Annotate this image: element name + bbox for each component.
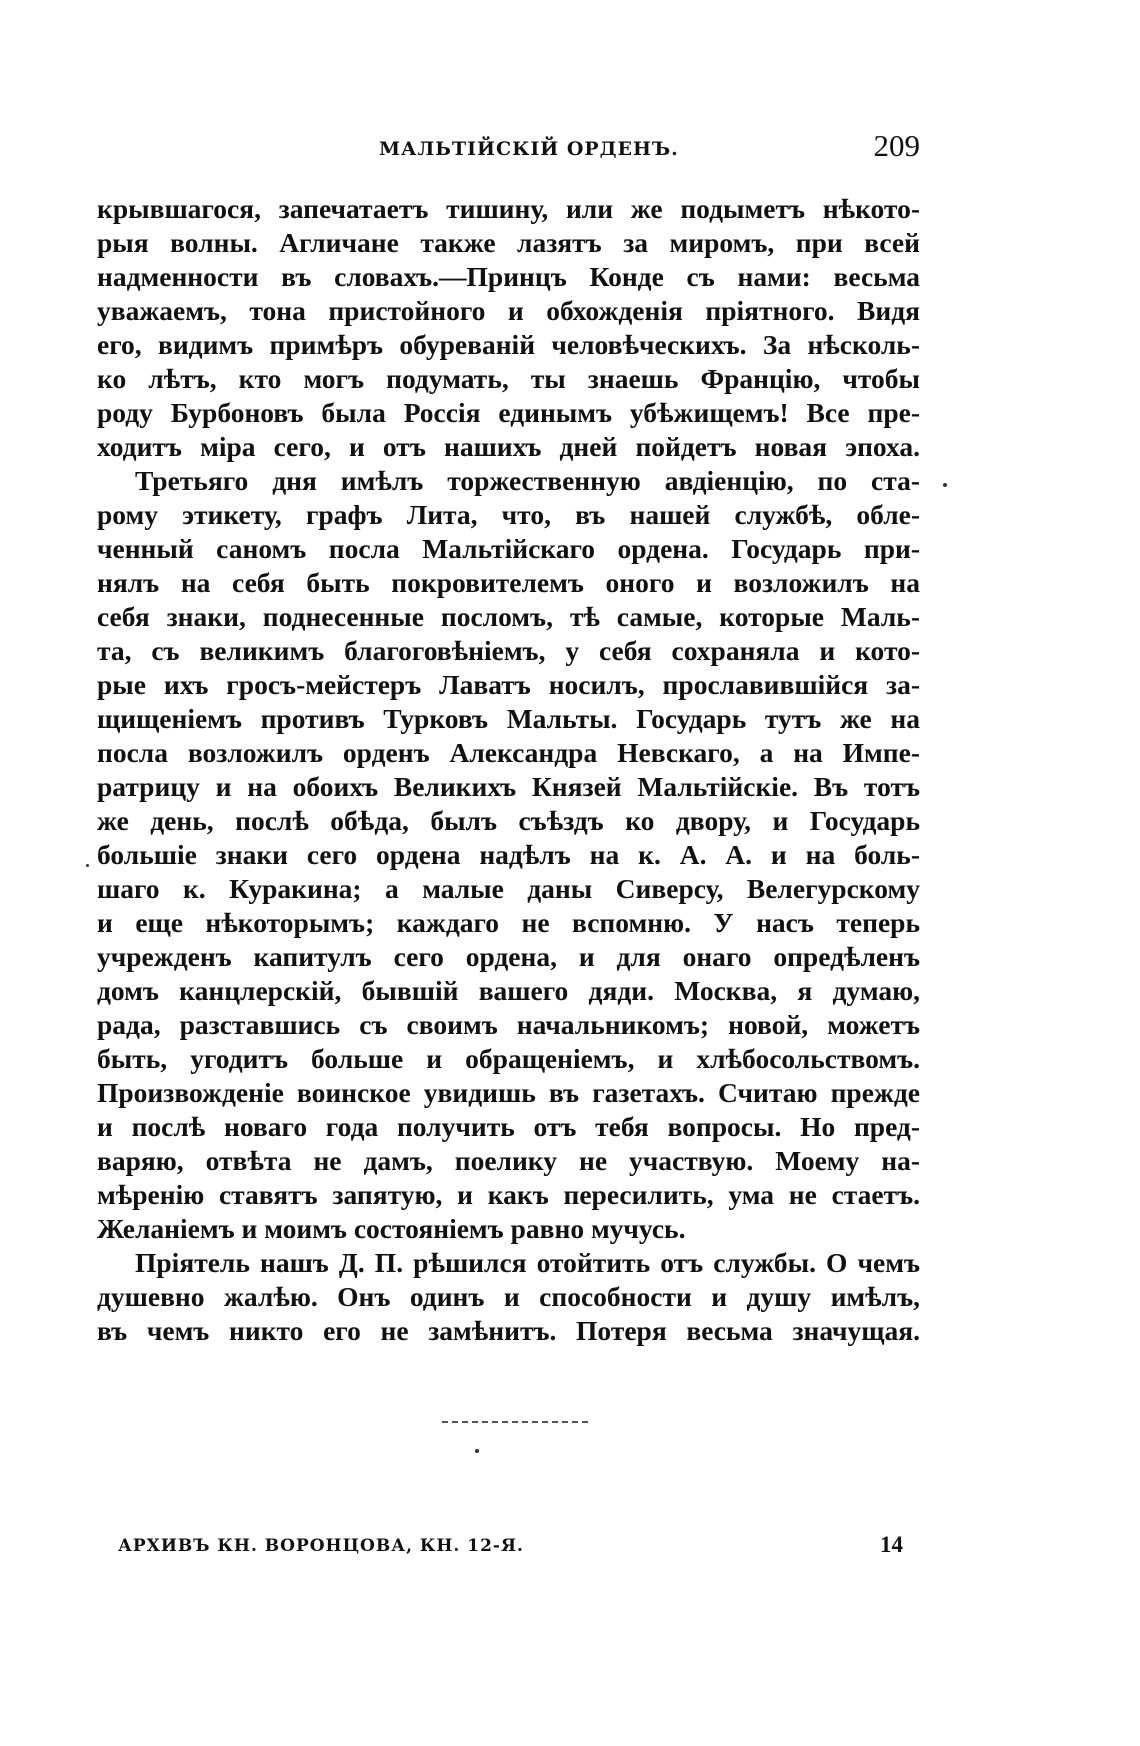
body-text [97, 192, 920, 1348]
text-line: въ чемъ никто его не замѣнитъ. Потеря весьма значущая. [97, 1315, 920, 1346]
text-line: мѣренію ставятъ запятую, и какъ пересилить, ума не стаетъ. [97, 1179, 920, 1210]
text-line: посла возложилъ орденъ Александра Невскаго, а на Импе- [97, 737, 920, 768]
text-line-paragraph-start: Третьяго дня имѣлъ торжественную авдіенцію, по ста- [135, 465, 920, 496]
text-line: уважаемъ, тона пристойного и обхожденія пріятного. Видя [97, 295, 920, 326]
text-line: ко лѣтъ, кто могъ подумать, ты знаешь Францію, чтобы [97, 363, 920, 394]
text-line: же день, послѣ обѣда, былъ съѣздъ ко двору, и Государь [97, 805, 920, 836]
text-line: та, съ великимъ благоговѣніемъ, у себя сохраняла и кото- [97, 635, 920, 666]
text-line: и послѣ новаго года получить отъ тебя вопросы. Но пред- [97, 1111, 920, 1142]
text-line: рому этикету, графъ Лита, что, въ нашей службѣ, обле- [97, 499, 920, 530]
divider-ornament [442, 1421, 588, 1427]
text-line: Произвожденіе воинское увидишь въ газетахъ. Считаю прежде [97, 1077, 920, 1108]
footer-signature: АРХИВЪ КН. ВОРОНЦОВА, КН. 12-Я. [118, 1536, 524, 1556]
text-line: крывшагося, запечатаетъ тишину, или же подыметъ нѣкото- [97, 193, 920, 224]
text-line: ченный саномъ посла Мальтійскаго ордена. Государь при- [97, 533, 920, 564]
text-line: варяю, отвѣта не дамъ, поелику не участвую. Моему на- [97, 1145, 920, 1176]
text-line: рыя волны. Агличане также лазятъ за миромъ, при всей [97, 227, 920, 258]
text-line: нялъ на себя быть покровителемъ оного и возложилъ на [97, 567, 920, 598]
print-speck [475, 1449, 479, 1453]
text-line: душевно жалѣю. Онъ одинъ и способности и душу имѣлъ, [97, 1281, 920, 1312]
text-line: себя знаки, поднесенные посломъ, тѣ самые, которые Маль- [97, 601, 920, 632]
text-line: домъ канцлерскій, бывшій вашего дяди. Москва, я думаю, [97, 975, 920, 1006]
text-line: большіе знаки сего ордена надѣлъ на к. А. А. и на боль- [97, 839, 920, 870]
print-speck [86, 864, 89, 867]
text-line: щищеніемъ противъ Турковъ Мальты. Государь тутъ же на [97, 703, 920, 734]
text-line: рада, разставшись съ своимъ начальникомъ; новой, можетъ [97, 1009, 920, 1040]
print-speck [943, 483, 947, 487]
text-line: роду Бурбоновъ была Россія единымъ убѣжищемъ! Все пре- [97, 397, 920, 428]
sheet-number: 14 [880, 1532, 903, 1557]
text-line: учрежденъ капитулъ сего ордена, и для онаго опредѣленъ [97, 941, 920, 972]
text-line: и еще нѣкоторымъ; каждаго не вспомню. У насъ теперь [97, 907, 920, 938]
page-number: 209 [873, 128, 920, 163]
text-line-paragraph-start: Пріятель нашъ Д. П. рѣшился отойтить отъ службы. О чемъ [135, 1247, 920, 1278]
running-title: МАЛЬТІЙСКІЙ ОРДЕНЪ. [379, 138, 679, 160]
text-line: надменности въ словахъ.—Принцъ Конде съ нами: весьма [97, 261, 920, 292]
running-head [97, 128, 920, 168]
text-line: быть, угодитъ больше и обращеніемъ, и хлѣбосольствомъ. [97, 1043, 920, 1074]
text-line: шаго к. Куракина; а малые даны Сиверсу, Велегурскому [97, 873, 920, 904]
text-line: рые ихъ гросъ-мейстеръ Лаватъ носилъ, прославившійся за- [97, 669, 920, 700]
text-line: ратрицу и на обоихъ Великихъ Князей Мальтійскіе. Въ тотъ [97, 771, 920, 802]
text-line-paragraph-end: Желаніемъ и моимъ состояніемъ равно мучусь. [97, 1213, 686, 1244]
text-line: его, видимъ примѣръ обуреваній человѣческихъ. За нѣсколь- [97, 329, 920, 360]
text-line: ходитъ міра сего, и отъ нашихъ дней пойдетъ новая эпоха. [97, 431, 920, 462]
page-footer [118, 1532, 903, 1564]
